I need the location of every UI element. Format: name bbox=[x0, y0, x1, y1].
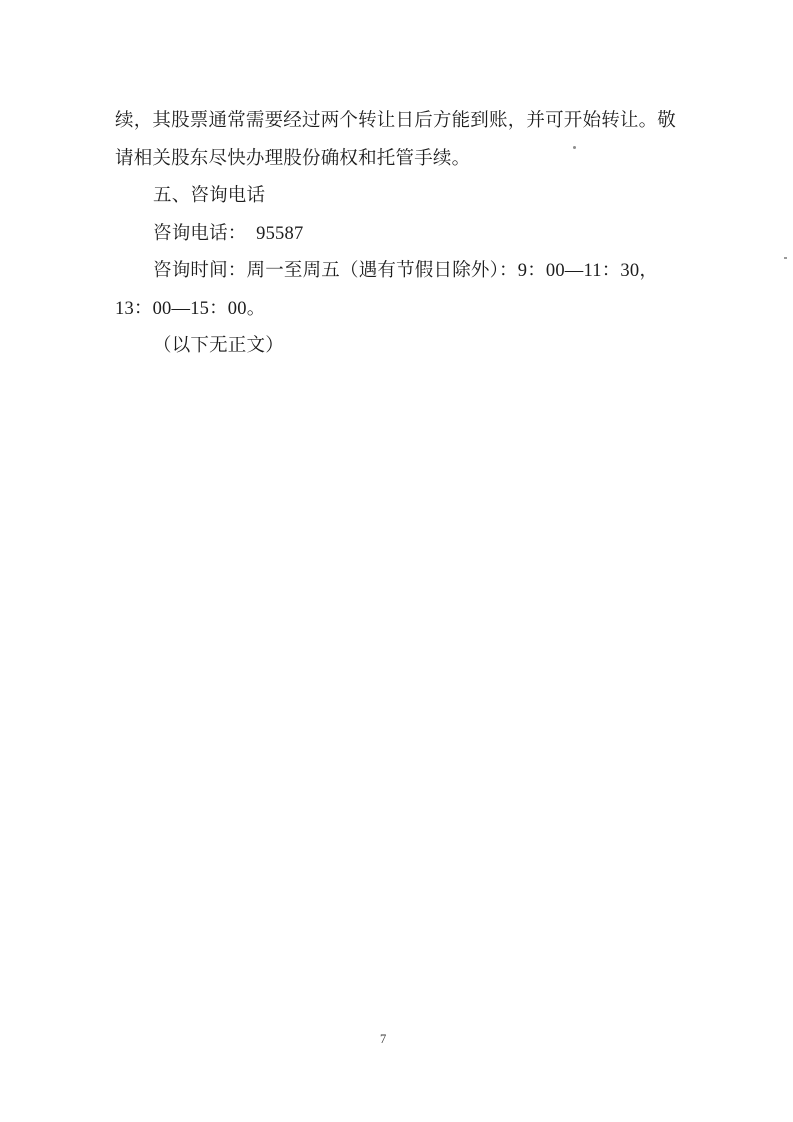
phone-line: 咨询电话： 95587 bbox=[153, 223, 304, 244]
paragraph-line: 请相关股东尽快办理股份确权和托管手续。 bbox=[115, 148, 471, 169]
end-of-text-note: （以下无正文） bbox=[153, 336, 284, 356]
hours-line: 咨询时间：周一至周五（遇有节假日除外）：9：00—11：30， bbox=[153, 261, 659, 281]
hours-continuation-line: 13：00—15：00。 bbox=[115, 298, 266, 319]
section-heading: 五、咨询电话 bbox=[153, 186, 266, 206]
page-number: 7 bbox=[380, 1032, 387, 1046]
document-body bbox=[115, 103, 680, 366]
paragraph-continuation-line: 续，其股票通常需要经过两个转让日后方能到账，并可开始转让。敬 bbox=[115, 111, 677, 131]
scan-speck bbox=[573, 146, 576, 149]
scan-speck bbox=[784, 257, 787, 259]
